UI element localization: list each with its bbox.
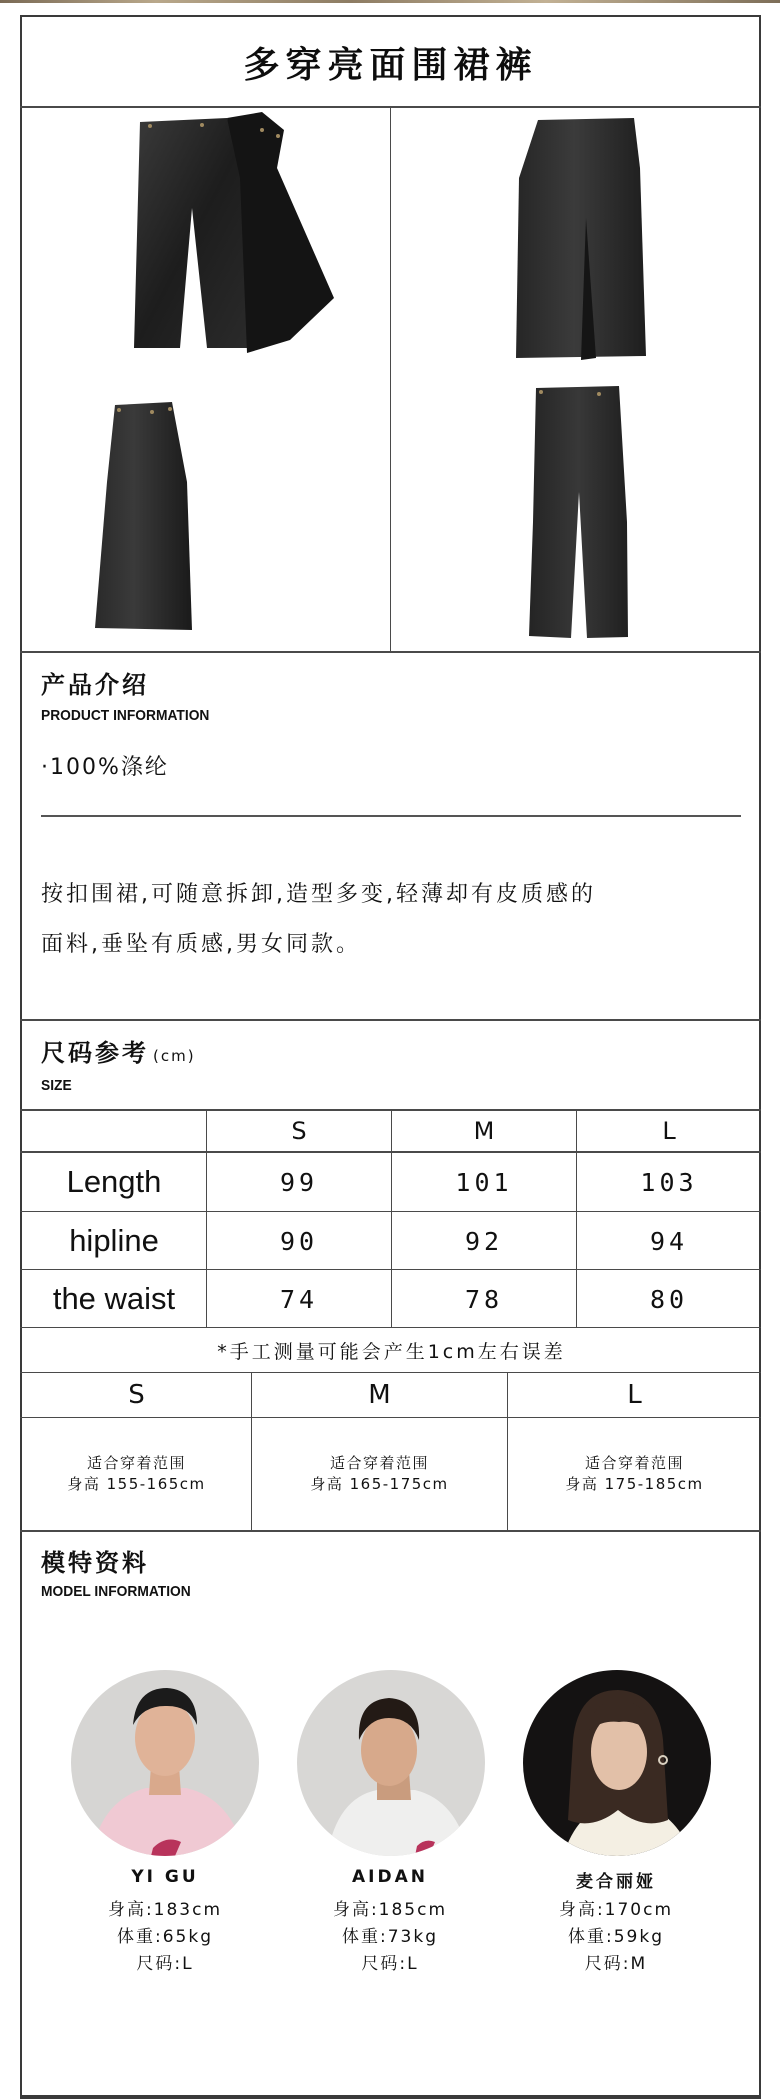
fit-size-l: L	[627, 1380, 642, 1410]
size-unit: (cm)	[153, 1047, 196, 1065]
model-height: 身高:170cm	[558, 1900, 674, 1920]
page-title: 多穿亮面围裙裤	[243, 44, 538, 86]
table-cell: 90	[279, 1226, 319, 1256]
fit-range-m	[252, 1418, 507, 1530]
column-header-l: L	[662, 1117, 676, 1145]
material-text: ·100%涤纶	[41, 755, 169, 780]
model-name: YI GU	[131, 1867, 199, 1887]
fit-range-label: 适合穿着范围	[584, 1454, 684, 1472]
fit-size-s: S	[128, 1380, 145, 1410]
fit-range-label: 适合穿着范围	[329, 1454, 429, 1472]
product-photo-back-skirt	[391, 108, 759, 370]
product-info-heading: 产品介绍	[41, 671, 149, 699]
fit-range-l	[508, 1418, 761, 1530]
fit-range-height: 身高 175-185cm	[565, 1475, 704, 1493]
fit-range-height: 身高 155-165cm	[67, 1475, 206, 1493]
skirt-back-image	[391, 108, 759, 370]
model-size: 尺码:L	[136, 1954, 194, 1974]
top-decorative-strip	[0, 0, 780, 3]
pants-image	[391, 372, 759, 652]
table-cell: 74	[279, 1284, 319, 1314]
model-weight: 体重:65kg	[117, 1927, 213, 1947]
model-name: AIDAN	[352, 1867, 428, 1887]
table-cell: 94	[649, 1226, 689, 1256]
divider	[20, 651, 761, 653]
model-portrait-image	[297, 1670, 485, 1856]
model-name: 麦合丽娅	[576, 1872, 656, 1892]
table-cell: 80	[649, 1284, 689, 1314]
table-cell: 101	[455, 1167, 513, 1197]
product-photo-front-apron	[22, 108, 389, 370]
column-header-s: S	[291, 1117, 307, 1145]
product-description	[41, 870, 731, 970]
model-avatar-yi-gu	[71, 1670, 259, 1856]
fit-range-s	[22, 1418, 251, 1530]
column-header-m: M	[473, 1117, 495, 1145]
model-avatar-maihe-liya	[523, 1670, 711, 1856]
inner-divider	[41, 815, 741, 817]
product-photo-apron-skirt	[22, 372, 389, 652]
product-info-heading-en: PRODUCT INFORMATION	[41, 707, 210, 724]
model-weight: 体重:59kg	[568, 1927, 664, 1947]
table-cell: 99	[279, 1167, 319, 1197]
model-info-heading: 模特资料	[41, 1549, 149, 1577]
row-label: the waist	[52, 1281, 176, 1316]
fit-range-height: 身高 165-175cm	[310, 1475, 449, 1493]
description-line-1: 按扣围裙,可随意拆卸,造型多变,轻薄却有皮质感的	[41, 882, 596, 907]
divider	[20, 1530, 761, 1532]
apron-skirt-image	[22, 372, 389, 652]
table-cell: 92	[464, 1226, 504, 1256]
table-cell: 78	[464, 1284, 504, 1314]
model-portrait-image	[523, 1670, 711, 1856]
model-weight: 体重:73kg	[342, 1927, 438, 1947]
model-height: 身高:183cm	[107, 1900, 223, 1920]
description-line-2: 面料,垂坠有质感,男女同款。	[41, 932, 361, 957]
row-label: hipline	[69, 1223, 159, 1258]
model-size: 尺码:M	[584, 1954, 648, 1974]
model-info-heading-en: MODEL INFORMATION	[41, 1583, 191, 1600]
product-photo-pants-only	[391, 372, 759, 652]
size-heading-en: SIZE	[41, 1077, 72, 1094]
row-label: Length	[66, 1164, 162, 1199]
table-cell: 103	[640, 1167, 698, 1197]
size-heading	[41, 1033, 196, 1068]
measurement-note: *手工测量可能会产生1cm左右误差	[217, 1340, 566, 1363]
divider	[20, 1019, 761, 1021]
fit-range-label: 适合穿着范围	[86, 1454, 186, 1472]
model-portrait-image	[71, 1670, 259, 1856]
fit-size-m: M	[368, 1380, 391, 1410]
size-heading-text: 尺码参考	[41, 1039, 149, 1067]
model-size: 尺码:L	[361, 1954, 419, 1974]
pants-with-apron-image	[22, 108, 389, 370]
model-height: 身高:185cm	[332, 1900, 448, 1920]
model-avatar-aidan	[297, 1670, 485, 1856]
